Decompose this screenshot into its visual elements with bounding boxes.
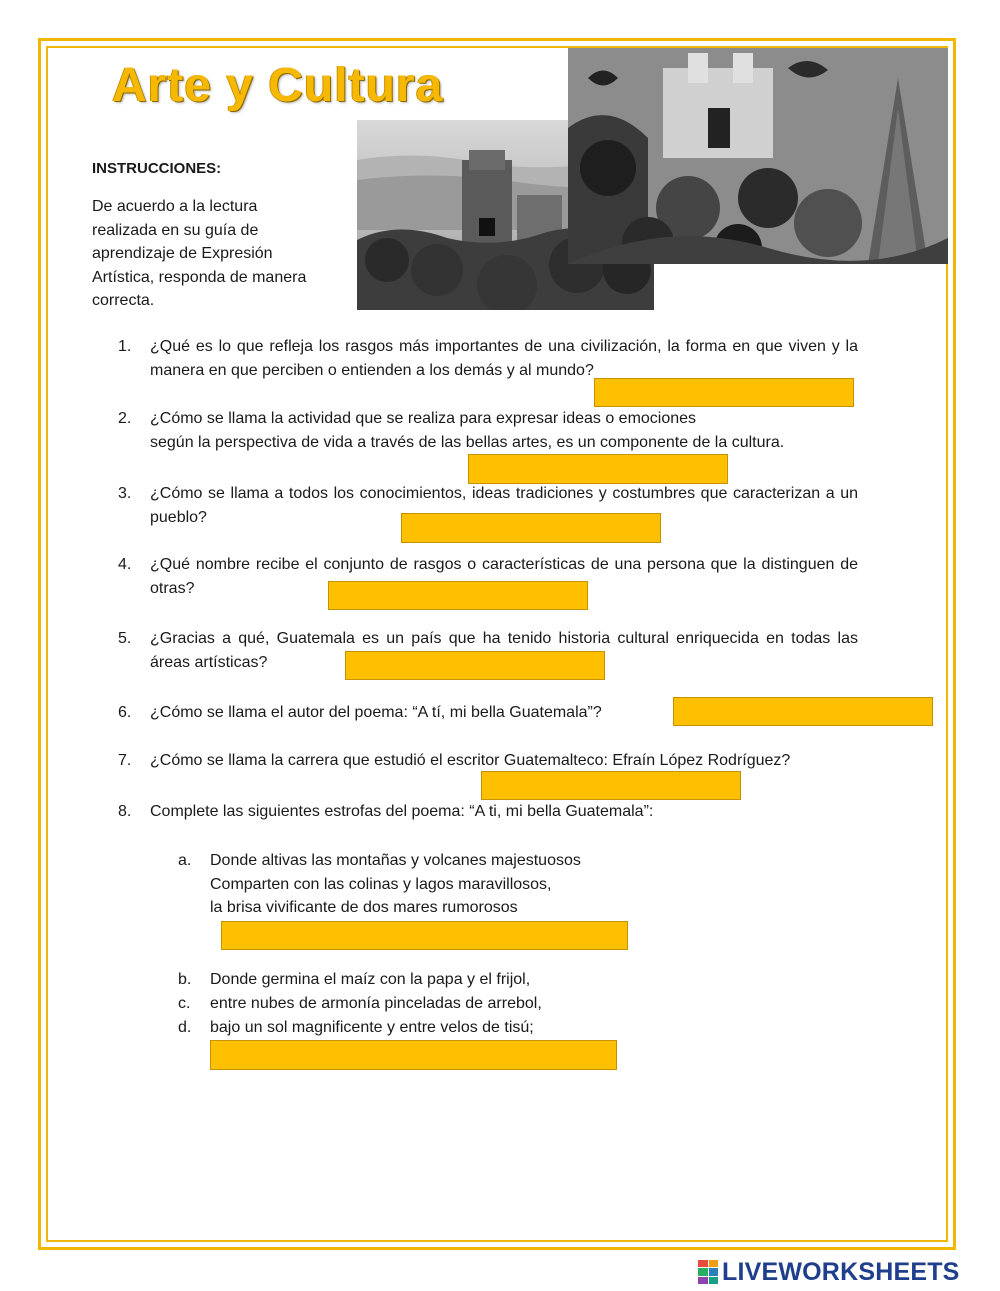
stanza-line: bajo un sol magnificente y entre velos de tisú; xyxy=(210,1019,534,1036)
answer-box-3[interactable] xyxy=(401,513,661,543)
answer-box-1[interactable] xyxy=(594,378,854,407)
answer-box-2[interactable] xyxy=(468,454,728,484)
question-number: 8. xyxy=(118,803,132,820)
stanza-a xyxy=(178,849,678,920)
stanza-line: Donde altivas las montañas y volcanes majestuosos xyxy=(210,852,581,869)
question-number: 7. xyxy=(118,752,132,769)
question-text: Complete las siguientes estrofas del poema: “A ti, mi bella Guatemala”: xyxy=(150,803,654,820)
question-text: ¿Qué es lo que refleja los rasgos más importantes de una civilización, la forma en que viven y la manera en que perciben o entienden a los demás y al mundo? xyxy=(150,338,858,379)
question-2 xyxy=(118,407,858,454)
stanza-line: Donde germina el maíz con la papa y el frijol, xyxy=(210,971,531,988)
question-number: 5. xyxy=(118,630,132,647)
answer-box-5[interactable] xyxy=(345,651,605,680)
stanza-letter: a. xyxy=(178,852,192,869)
question-text: ¿Cómo se llama el autor del poema: “A tí, mi bella Guatemala”? xyxy=(150,704,602,721)
question-number: 1. xyxy=(118,338,132,355)
stanza-d xyxy=(178,1016,678,1040)
answer-box-7[interactable] xyxy=(481,771,741,800)
question-8 xyxy=(118,800,858,824)
stanza-letter: b. xyxy=(178,971,192,988)
stanza-line: la brisa vivificante de dos mares rumorosos xyxy=(210,899,518,916)
stanza-line: Comparten con las colinas y lagos maravillosos, xyxy=(210,875,552,893)
instructions-text: De acuerdo a la lectura realizada en su guía de aprendizaje de Expresión Artística, responda de manera correcta. xyxy=(92,198,307,309)
liveworksheets-icon xyxy=(698,1260,718,1284)
question-text-line-2: según la perspectiva de vida a través de las bellas artes, es un componente de la cultura. xyxy=(150,433,785,451)
answer-box-8a[interactable] xyxy=(221,921,628,950)
question-1 xyxy=(118,335,858,382)
worksheet-title: Arte y Cultura xyxy=(112,59,444,112)
instructions-heading: INSTRUCCIONES: xyxy=(92,160,222,177)
question-text-line-1: ¿Cómo se llama la actividad que se realiza para expresar ideas o emociones xyxy=(150,410,697,427)
liveworksheets-logo[interactable] xyxy=(698,1258,960,1286)
stanza-letter: d. xyxy=(178,1019,192,1036)
answer-box-6[interactable] xyxy=(673,697,933,726)
answer-box-8d[interactable] xyxy=(210,1040,617,1070)
question-text: ¿Gracias a qué, Guatemala es un país que ha tenido historia cultural enriquecida en todas las áreas artísticas? xyxy=(150,630,858,671)
question-text: ¿Cómo se llama a todos los conocimientos, ideas tradiciones y costumbres que caracterizan a un pueblo? xyxy=(150,485,858,526)
answer-box-4[interactable] xyxy=(328,581,588,610)
question-number: 4. xyxy=(118,556,132,573)
brand-name: LIVEWORKSHEETS xyxy=(722,1257,960,1286)
question-text: ¿Cómo se llama la carrera que estudió el escritor Guatemalteco: Efraín López Rodríguez? xyxy=(150,752,791,769)
question-number: 2. xyxy=(118,410,132,427)
cultural-collage-photo xyxy=(568,48,948,264)
stanza-letter: c. xyxy=(178,995,191,1012)
question-text: ¿Qué nombre recibe el conjunto de rasgos o características de una persona que la distinguen de otras? xyxy=(150,556,858,597)
stanza-c xyxy=(178,992,678,1016)
question-number: 3. xyxy=(118,485,132,502)
stanza-b xyxy=(178,968,678,992)
question-number: 6. xyxy=(118,704,132,721)
question-7 xyxy=(118,749,858,773)
stanza-line: entre nubes de armonía pinceladas de arrebol, xyxy=(210,995,542,1012)
